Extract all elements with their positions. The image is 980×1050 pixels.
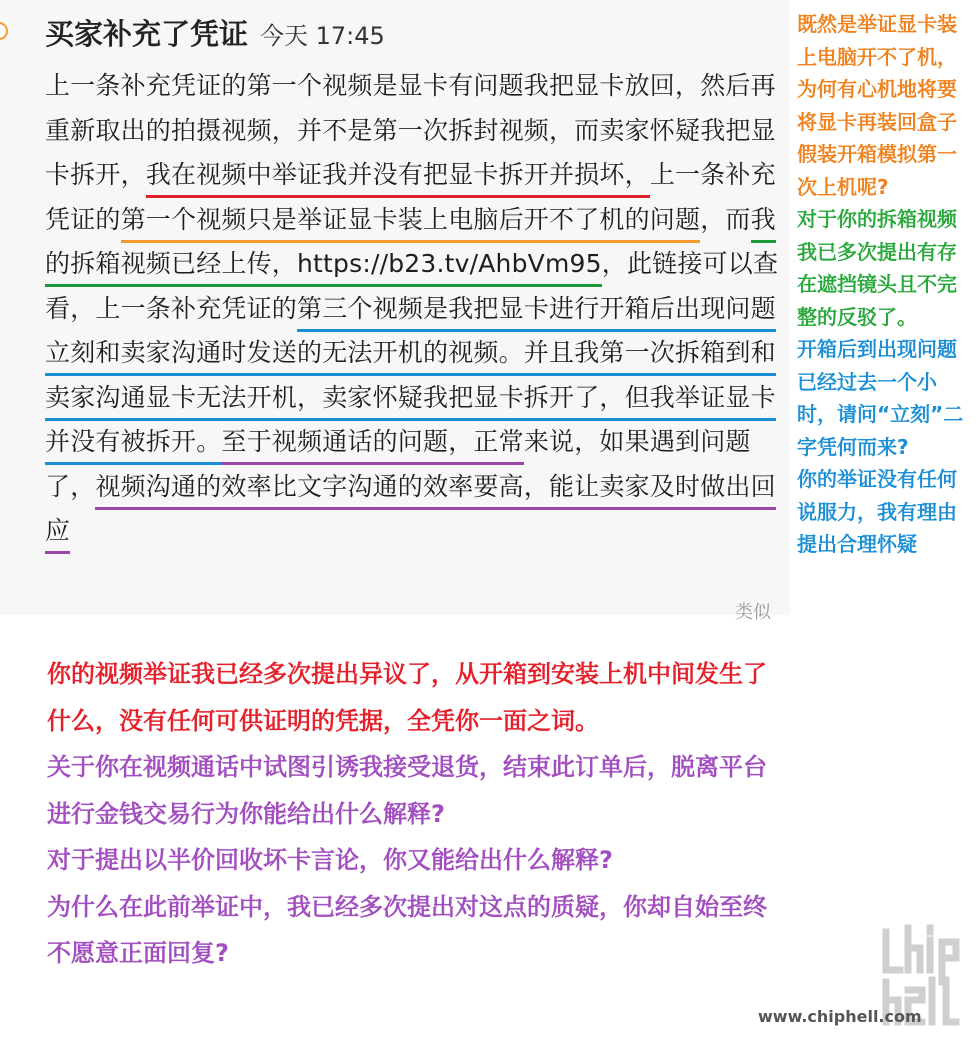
post-time: 今天 17:45 bbox=[260, 22, 385, 50]
post-body bbox=[45, 64, 787, 554]
underlined-segment-blue: 第三个视频是我把显卡进行开箱后出现问题立刻和卖家沟通时发送的无法开机的视频。并且我第一次拆箱到和卖家沟通显卡无法开机，卖家怀疑我把显卡拆开了，但我举证显卡并没有被拆开。 bbox=[45, 294, 776, 466]
body-segment: 来说，如果遇到问题了， bbox=[45, 427, 751, 501]
bottom-note: 对于提出以半价回收坏卡言论，你又能给出什么解释? bbox=[47, 846, 613, 874]
underlined-segment-purple: 至于视频通话的问题，正常 bbox=[221, 427, 523, 465]
underlined-segment-purple: 视频沟通的效率比文字沟通的效率要高，能让卖家及时做出回应 bbox=[45, 472, 776, 555]
underlined-segment-red: 我在视频中举证我并没有把显卡拆开并损坏， bbox=[146, 160, 650, 198]
right-note: 开箱后到出现问题已经过去一个小时，请问“立刻”二字凭何而来? bbox=[797, 337, 964, 459]
underlined-segment-orange: 第一个视频只是举证显卡装上电脑后开不了机的问题 bbox=[121, 205, 701, 243]
right-note: 你的举证没有任何说服力，我有理由提出合理怀疑 bbox=[797, 467, 957, 556]
post-title: 买家补充了凭证 bbox=[45, 17, 249, 51]
body-segment: ，此链接可以查看，上一条补充凭证的 bbox=[45, 249, 779, 323]
body-segment: ，而 bbox=[700, 204, 751, 234]
watermark-url: www.chiphell.com bbox=[758, 1007, 922, 1026]
cut-off-text: 类似 bbox=[735, 602, 771, 623]
body-segment: 上一条补充凭证的 bbox=[45, 160, 776, 234]
right-note: 既然是举证显卡装上电脑开不了机，为何有心机地将要将显卡再装回盒子假装开箱模拟第一次上机呢? bbox=[797, 12, 957, 199]
post-header bbox=[45, 12, 385, 56]
timeline-dot-icon bbox=[0, 22, 8, 40]
underlined-segment-green: 我的拆箱视频已经上传，https://b23.tv/AhbVm95 bbox=[45, 205, 776, 288]
bottom-note: 你的视频举证我已经多次提出异议了，从开箱到安装上机中间发生了什么，没有任何可供证明的凭据，全凭你一面之词。 bbox=[47, 660, 767, 735]
right-annotations bbox=[797, 8, 975, 561]
bottom-note: 关于你在视频通话中试图引诱我接受退货，结束此订单后，脱离平台进行金钱交易行为你能给出什么解释? bbox=[47, 753, 767, 828]
quoted-screenshot bbox=[0, 0, 790, 623]
watermark bbox=[758, 920, 968, 1030]
body-segment: 上一条补充凭证的第一个视频是显卡有问题我把显卡放回，然后再重新取出的拍摄视频，并不是第一次拆封视频，而卖家怀疑我把显卡拆开， bbox=[45, 71, 776, 189]
bottom-annotations bbox=[47, 651, 787, 977]
bottom-note: 为什么在此前举证中，我已经多次提出对这点的质疑，你却自始至终不愿意正面回复? bbox=[47, 892, 767, 967]
right-note: 对于你的拆箱视频我已多次提出有存在遮挡镜头且不完整的反驳了。 bbox=[797, 207, 957, 329]
